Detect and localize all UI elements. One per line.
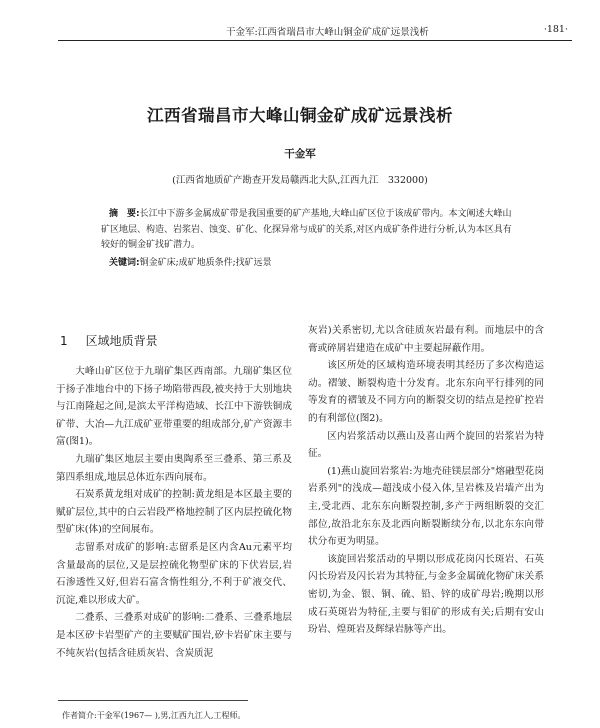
section-heading xyxy=(60,332,292,349)
abstract-label: 摘 要: xyxy=(109,209,140,219)
section-title: 区域地质背景 xyxy=(85,334,158,348)
abstract xyxy=(101,207,519,254)
section-number: 1 xyxy=(60,334,68,348)
abstract-text: 长江中下游多金属成矿带是我国重要的矿产基地,大峰山矿区位于该成矿带内。本文阐述大峰山矿区地层、构造、岩浆岩、蚀变、矿化、化探异常与成矿的关系,对区内成矿条件进行分析,认为本区具有较好的铜金矿找矿潜力。 xyxy=(101,209,512,250)
body-paragraph: 九瑞矿集区地层主要由奥陶系至三叠系、第三系及第四系组成,地层总体近东西向展布。 xyxy=(56,453,292,483)
footnote: 作者简介:干金军(1967— ),男,江西九江人,工程师。 xyxy=(62,711,246,720)
article-author: 干金军 xyxy=(284,148,316,160)
right-column xyxy=(308,322,544,639)
keywords-label: 关键词: xyxy=(109,258,140,268)
body-paragraph: 二叠系、三叠系对成矿的影响:二叠系、三叠系地层是本区矽卡岩型矿产的主要赋矿围岩,矽卡岩矿床主要与不纯灰岩(包括含硅质灰岩、含炭质泥 xyxy=(56,612,292,659)
footnote-divider xyxy=(58,700,248,701)
body-paragraph: 志留系对成矿的影响:志留系是区内含Au元素平均含量最高的层位,又是层控硫化物型矿床的下伏岩层,岩石渗透性又好,但岩石富含惰性组分,不利于矿液交代、沉淀,难以形成大矿。 xyxy=(56,541,292,606)
body-paragraph: 大峰山矿区位于九瑞矿集区西南部。九瑞矿集区位于扬子准地台中的下扬子坳陷带西段,被夹持于大别地块与江南隆起之间,是滨太平洋构造域、长江中下游铁铜成矿带、大冶—九江成矿亚带重要的组成部分,矿产资源丰富(图1)。 xyxy=(56,366,292,448)
keywords xyxy=(101,256,519,271)
body-paragraph: 该旋回岩浆活动的早期以形成花岗闪长斑岩、石英闪长玢岩及闪长岩为其特征,与金多金属硫化物矿床关系密切,为金、银、铜、硫、铅、锌的成矿母岩;晚期以形成石英斑岩为特征,主要与钼矿的形成有关;后期有安山玢岩、煌斑岩及辉绿岩脉等产出。 xyxy=(308,553,544,636)
body-paragraph: 区内岩浆活动以燕山及喜山两个旋回的岩浆岩为特征。 xyxy=(308,430,544,460)
body-paragraph: 石炭系黄龙组对成矿的控制:黄龙组是本区最主要的赋矿层位,其中的白云岩段严格地控制了区内层控硫化物型矿床(体)的空间展布。 xyxy=(56,489,292,536)
keywords-text: 铜金矿床;成矿地质条件;找矿远景 xyxy=(139,258,272,268)
body-paragraph: 灰岩)关系密切,尤以含硅质灰岩最有利。而地层中的含膏或碎屑岩建造在成矿中主要起屏蔽作用。 xyxy=(308,325,544,354)
author-affiliation: (江西省地质矿产勘查开发局赣西北大队,江西九江 332000) xyxy=(172,175,428,186)
running-header-title: 干金军:江西省瑞昌市大峰山铜金矿成矿远景浅析 xyxy=(226,27,429,38)
body-paragraph: (1)燕山旋回岩浆岩:为地壳硅镁层部分"熔融型花岗岩系列"的浅成—超浅成小侵入体,呈岩株及岩墙产出为主,受北西、北东东向断裂控制,多产于两组断裂的交汇部位,故沿北东东及北西向断裂断续分布,以北东东向带状分布更为明显。 xyxy=(308,465,544,548)
page-number: ·181· xyxy=(543,24,568,35)
article-title: 江西省瑞昌市大峰山铜金矿成矿远景浅析 xyxy=(147,106,453,125)
running-header xyxy=(58,24,572,41)
body-paragraph: 该区所处的区域构造环境表明其经历了多次构造运动。褶皱、断裂构造十分发育。北东东向平行排列的同等发育的褶皱及不同方向的断裂交切的结点是控矿控岩的有利部位(图2)。 xyxy=(308,360,544,424)
left-column xyxy=(56,322,292,662)
